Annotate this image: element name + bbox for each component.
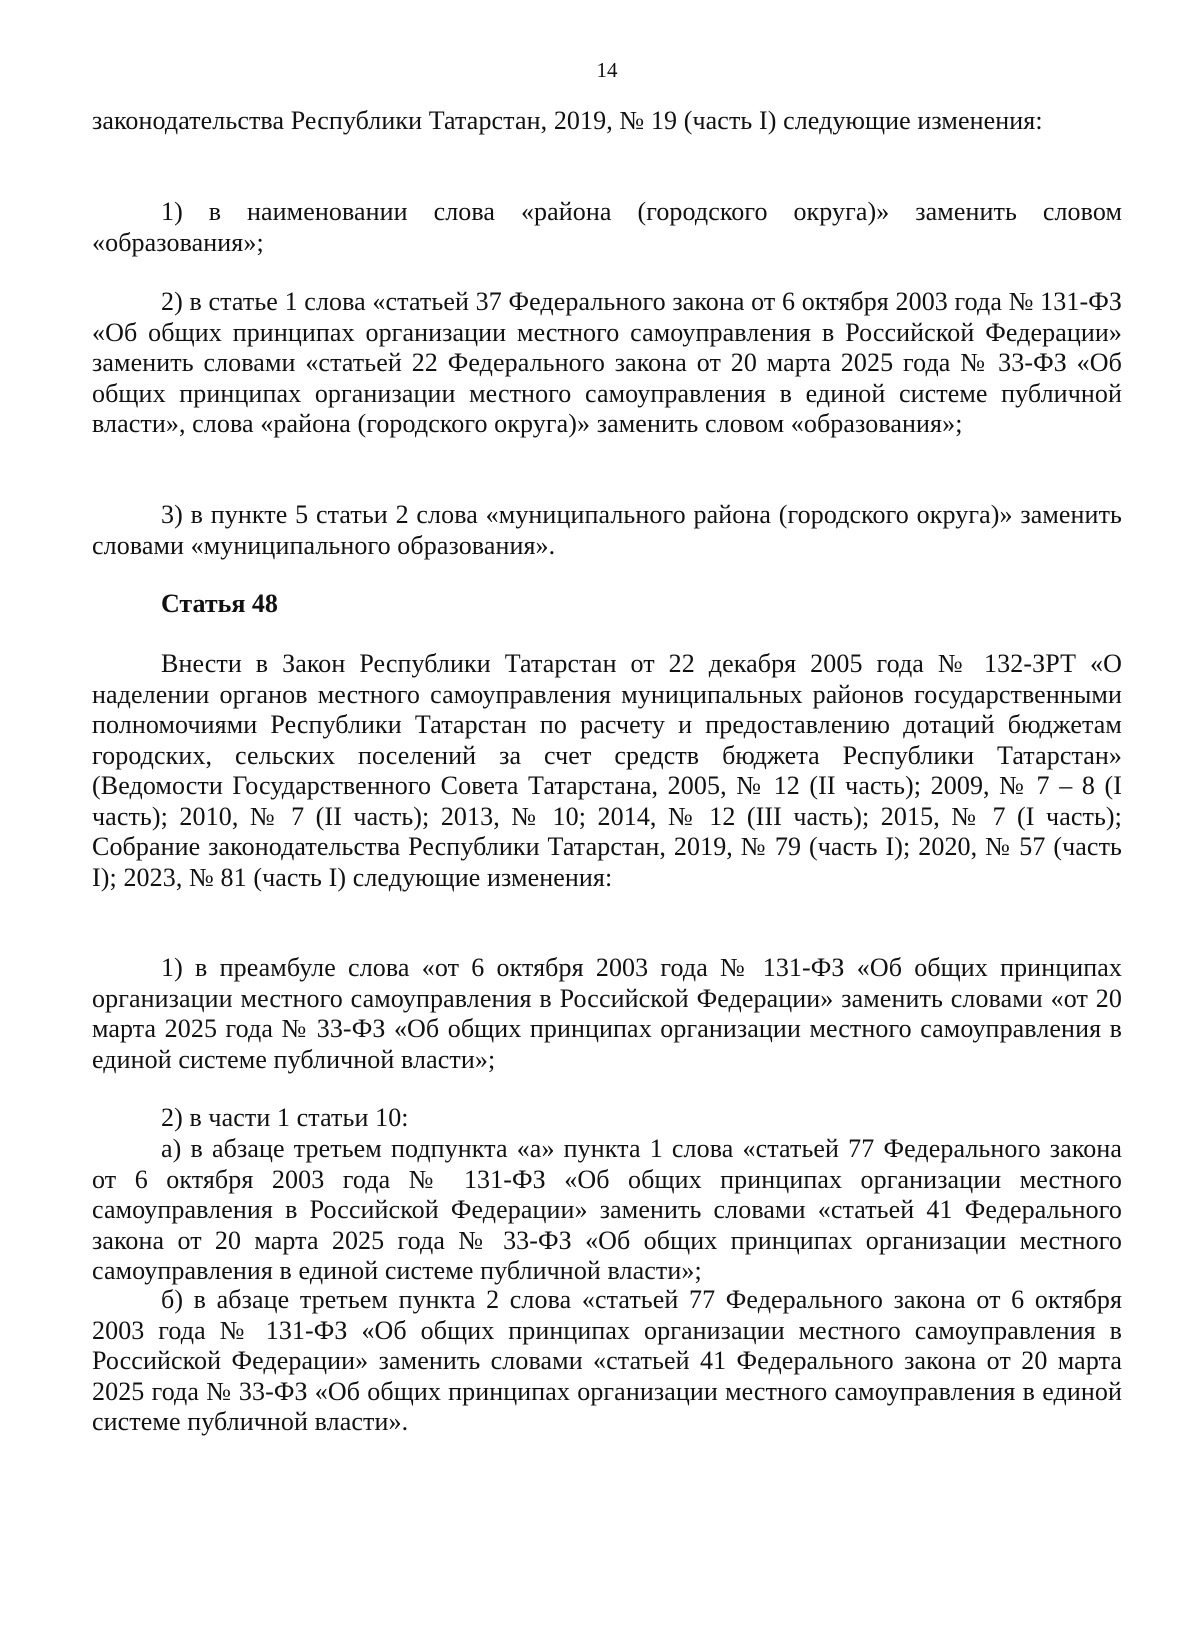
paragraph-continuation: законодательства Республики Татарстан, 2019, № 19 (часть I) следующие изменения: (92, 106, 1043, 135)
paragraph-item-2: 2) в статье 1 слова «статьей 37 Федерального закона от 6 октября 2003 года № 131-ФЗ «Об общих принципах организации местного самоуправления в Российской Федерации» заменить словами «статьей 22 Федерального закона от 20 марта 2025 года № 33-ФЗ «Об общих принципах организации местного самоуправления в единой системе публичной власти», слова «района (городского округа)» заменить словом «образования»; (92, 287, 1122, 438)
paragraph-amend-1: 1) в преамбуле слова «от 6 октября 2003 года № 131-ФЗ «Об общих принципах организации местного самоуправления в Российской Федерации» заменить словами «от 20 марта 2025 года № 33-ФЗ «Об общих принципах организации местного самоуправления в единой системе публичной власти»; (92, 953, 1122, 1074)
paragraph-article-intro: Внести в Закон Республики Татарстан от 22 декабря 2005 года № 132-ЗРТ «О наделении органов местного самоуправления муниципальных районов государственными полномочиями Республики Татарстан по расчету и предоставлению дотаций бюджетам городских, сельских поселений за счет средств бюджета Республики Татарстан» (Ведомости Государственного Совета Татарстана, 2005, № 12 (II часть); 2009, № 7 – 8 (I часть); 2010, № 7 (II часть); 2013, № 10; 2014, № 12 (III часть); 2015, № 7 (I часть); Собрание законодательства Республики Татарстан, 2019, № 79 (часть I); 2020, № 57 (часть I); 2023, № 81 (часть I) следующие изменения: (92, 649, 1122, 892)
page-number: 14 (596, 58, 618, 82)
article-heading: Статья 48 (161, 589, 278, 618)
document-page (92, 0, 1122, 1630)
paragraph-item-1: 1) в наименовании слова «района (городского округа)» заменить словом «образования»; (92, 197, 1122, 257)
paragraph-subitem-a: а) в абзаце третьем подпункта «а» пункта 1 слова «статьей 77 Федерального закона от 6 октября 2003 года № 131-ФЗ «Об общих принципах организации местного самоуправления в Российской Федерации» заменить словами «статьей 41 Федерального закона от 20 марта 2025 года № 33-ФЗ «Об общих принципах организации местного самоуправления в единой системе публичной власти»; (92, 1134, 1122, 1285)
paragraph-subitem-b: б) в абзаце третьем пункта 2 слова «статьей 77 Федерального закона от 6 октября 2003 года № 131-ФЗ «Об общих принципах организации местного самоуправления в Российской Федерации» заменить словами «статьей 41 Федерального закона от 20 марта 2025 года № 33-ФЗ «Об общих принципах организации местного самоуправления в единой системе публичной власти». (92, 1285, 1122, 1436)
paragraph-item-3: 3) в пункте 5 статьи 2 слова «муниципального района (городского округа)» заменить словами «муниципального образования». (92, 500, 1122, 560)
paragraph-amend-2: 2) в части 1 статьи 10: (161, 1103, 409, 1132)
